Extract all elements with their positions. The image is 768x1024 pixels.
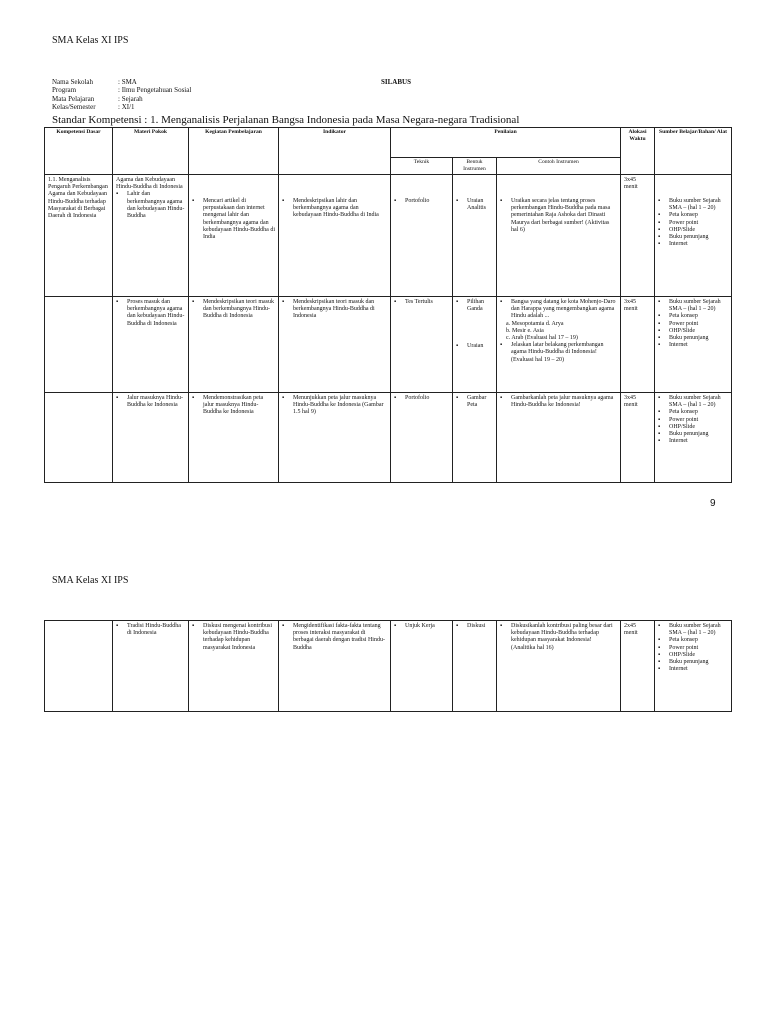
materi-cell: [113, 175, 189, 297]
bentuk-cell: [453, 175, 497, 297]
alokasi-text: 3x45 menit: [624, 177, 638, 191]
contoh-cell: [497, 621, 621, 712]
indikator-cell: [279, 297, 391, 393]
kd-text: 1.1. Menganalisis Pengaruh Perkembangan Agama dan Kebudayaan Hindu-Buddha terhadap Masyarakat di Berbagai Daerah di Indonesia: [48, 177, 108, 220]
list-item: ▪ Internet: [658, 438, 728, 445]
list-item: ▪ Uraian: [456, 343, 493, 350]
teknik-cell: [391, 175, 453, 297]
header-materi: Materi Pokok: [113, 128, 189, 175]
kegiatan-cell: [189, 297, 279, 393]
table-row: [45, 393, 732, 483]
bentuk-cell: [453, 393, 497, 483]
indikator-cell: [279, 393, 391, 483]
list-item: ▪ Pilihan Ganda: [456, 299, 493, 313]
list-item: ▪ Buku sumber Sejarah SMA – (hal 1 – 20): [658, 299, 728, 313]
list-item: ▪ Menunjukkan peta jalur masuknya Hindu-Buddha ke Indonesia (Gambar 1.5 hal 9): [282, 395, 387, 417]
option-c: c. Arab (Evaluasi hal 17 – 19): [506, 335, 578, 342]
header-penilaian: Penilaian: [391, 128, 621, 158]
list-item: ▪ Power point: [658, 220, 728, 227]
header-kegiatan: Kegiatan Pembelajaran: [189, 128, 279, 175]
meta-value: : Sejarah: [118, 94, 143, 103]
indikator-cell: [279, 621, 391, 712]
list-item: ▪ Portofolio: [394, 395, 449, 402]
list-item: ▪ Uraikan secara jelas tentang proses perkembangan Hindu-Buddha pada masa pemerintahan Raja Ashoka dari Dinasti Maurya dari berbagai sumber! (Aktivitas hal 6): [500, 198, 617, 234]
alokasi-text: 3x45 menit: [624, 395, 638, 409]
syllabus-table-page-2: [44, 620, 732, 712]
list-item: ▪ Diskusi: [456, 623, 493, 630]
meta-label: Program: [52, 86, 77, 95]
list-item: ▪ Buku sumber Sejarah SMA – (hal 1 – 20): [658, 198, 728, 212]
header-kd: Kompetensi Dasar: [45, 128, 113, 175]
list-item: ▪ Lahir dan berkembangnya agama dan kebudayaan Hindu-Buddha: [116, 191, 185, 220]
syllabus-table: [44, 127, 732, 483]
contoh-cell: [497, 175, 621, 297]
list-item: ▪ Mendeskripsikan teori masuk dan berkembangnya Hindu-Buddha di Indonesia: [282, 299, 387, 321]
table-row: [45, 297, 732, 393]
table-row: [45, 175, 732, 297]
meta-label: Mata Pelajaran: [52, 94, 95, 103]
contoh-cell: [497, 297, 621, 393]
sumber-cell: [655, 393, 732, 483]
materi-cell: [113, 621, 189, 712]
kegiatan-cell: [189, 175, 279, 297]
list-item: ▪ Diskusikanlah kontribusi paling besar dari kebudayaan Hindu-Buddha terhadap kehidupan masyarakat Indonesia! (Analitika hal 16): [500, 623, 617, 652]
list-item: ▪ Internet: [658, 666, 728, 673]
header-indikator: Indikator: [279, 128, 391, 175]
meta-value: : Ilmu Pengetahuan Sosial: [118, 86, 192, 95]
materi-intro: Agama dan Kebudayaan Hindu-Buddha di Indonesia: [116, 177, 183, 191]
alokasi-text: 3x45 menit: [624, 299, 638, 313]
list-item: ▪ Tradisi Hindu-Buddha di Indonesia: [116, 623, 185, 637]
list-item: ▪ Buku penunjang: [658, 659, 728, 666]
kd-cell: [45, 175, 113, 297]
alokasi-cell: [621, 393, 655, 483]
header-sumber: Sumber Belajar/Bahan/ Alat: [655, 128, 732, 175]
list-item: ▪ Buku penunjang: [658, 431, 728, 438]
table-row: [45, 621, 732, 712]
teknik-cell: [391, 297, 453, 393]
running-header: SMA Kelas XI IPS: [52, 35, 129, 46]
list-item: ▪ Mendeskripsikan teori masuk dan berkembangnya Hindu-Buddha di Indonesia: [192, 299, 275, 321]
list-item: ▪ Buku penunjang: [658, 234, 728, 241]
document-title: SILABUS: [381, 78, 411, 86]
list-item: ▪ Peta konsep: [658, 313, 728, 320]
list-item: ▪ Power point: [658, 417, 728, 424]
meta-label: Nama Sekolah: [52, 78, 94, 86]
sumber-cell: [655, 297, 732, 393]
list-item: ▪ OHP/Slide: [658, 424, 728, 431]
kd-cell: [45, 393, 113, 483]
list-item: ▪ Jalur masuknya Hindu-Buddha ke Indonesia: [116, 395, 185, 409]
teknik-cell: [391, 393, 453, 483]
list-item: ▪ Unjuk Kerja: [394, 623, 449, 630]
list-item: ▪ OHP/Slide: [658, 328, 728, 335]
list-item: ▪ OHP/Slide: [658, 652, 728, 659]
meta-value: : SMA: [118, 78, 137, 86]
header-bentuk: Bentuk Instrumen: [453, 158, 497, 175]
kegiatan-cell: [189, 621, 279, 712]
list-item: ▪ Internet: [658, 241, 728, 248]
running-header-page-2: SMA Kelas XI IPS: [52, 575, 129, 586]
page-number: 9: [710, 498, 716, 509]
list-item: ▪ Gambar Peta: [456, 395, 493, 409]
alokasi-text: 2x45 menit: [624, 623, 638, 637]
list-item: ▪ OHP/Slide: [658, 227, 728, 234]
sumber-cell: [655, 175, 732, 297]
list-item: ▪ Mendeskripsikan lahir dan berkembangnya agama dan kebudayaan Hindu-Buddha di India: [282, 198, 387, 220]
meta-label: Kelas/Semester: [52, 103, 96, 112]
list-item: ▪ Mengidentifikasi fakta-fakta tentang proses interaksi masyarakat di berbagai daerah dengan tradisi Hindu-Buddha: [282, 623, 387, 652]
list-item: ▪ Gambarkanlah peta jalur masuknya agama Hindu-Buddha ke Indonesia!: [500, 395, 617, 409]
contoh-cell: [497, 393, 621, 483]
list-item: ▪ Proses masuk dan berkembangnya agama dan kebudayaan Hindu-Buddha di Indonesia: [116, 299, 185, 328]
list-item: ▪ Mendemonstrasikan peta jalur masuknya Hindu-Buddha ke Indonesia: [192, 395, 275, 417]
kd-cell: [45, 297, 113, 393]
list-item: ▪ Tes Tertulis: [394, 299, 449, 306]
table-header-row: [45, 128, 732, 158]
list-item: ▪ Internet: [658, 342, 728, 349]
list-item: ▪ Jelaskan latar belakang perkembangan agama Hindu-Buddha di Indonesia! (Evaluasi hal 19 – 20): [500, 342, 617, 364]
list-item: ▪ Buku sumber Sejarah SMA – (hal 1 – 20): [658, 623, 728, 637]
list-item: ▪ Buku sumber Sejarah SMA – (hal 1 – 20): [658, 395, 728, 409]
sumber-cell: [655, 621, 732, 712]
list-item: ▪ Peta konsep: [658, 409, 728, 416]
header-alokasi: Alokasi Waktu: [621, 128, 655, 175]
option-b: b. Mesir e. Asia: [506, 327, 544, 334]
materi-cell: [113, 297, 189, 393]
document-meta: [52, 78, 252, 114]
alokasi-cell: [621, 175, 655, 297]
header-teknik: Teknik: [391, 158, 453, 175]
list-item: ▪ Power point: [658, 645, 728, 652]
teknik-cell: [391, 621, 453, 712]
kd-cell: [45, 621, 113, 712]
header-contoh: Contoh Instrumen: [497, 158, 621, 175]
list-item: ▪ Mencari artikel di perpustakaan dan internet mengenai lahir dan berkembangnya agama dan kebudayaan Hindu-Buddha di India: [192, 198, 275, 241]
list-item: ▪ Peta konsep: [658, 637, 728, 644]
list-item: ▪ Bangsa yang datang ke kota Mohenjo-Daro dan Harappa yang mengembangkan agama Hindu adalah ...: [500, 299, 617, 321]
kegiatan-cell: [189, 393, 279, 483]
alokasi-cell: [621, 297, 655, 393]
alokasi-cell: [621, 621, 655, 712]
list-item: ▪ Buku penunjang: [658, 335, 728, 342]
list-item: ▪ Peta konsep: [658, 212, 728, 219]
standar-kompetensi: Standar Kompetensi : 1. Menganalisis Perjalanan Bangsa Indonesia pada Masa Negara-negara Tradisional: [52, 114, 520, 126]
meta-value: : XI/1: [118, 103, 135, 112]
list-item: ▪ Power point: [658, 321, 728, 328]
bentuk-cell: [453, 297, 497, 393]
indikator-cell: [279, 175, 391, 297]
materi-cell: [113, 393, 189, 483]
list-item: ▪ Uraian Analitis: [456, 198, 493, 212]
list-item: ▪ Diskusi mengenai kontribusi kebudayaan Hindu-Buddha terhadap kehidupan masyarakat Indonesia: [192, 623, 275, 652]
list-item: ▪ Portofolio: [394, 198, 449, 205]
option-a: a. Mesopotamia d. Arya: [506, 320, 564, 327]
bentuk-cell: [453, 621, 497, 712]
